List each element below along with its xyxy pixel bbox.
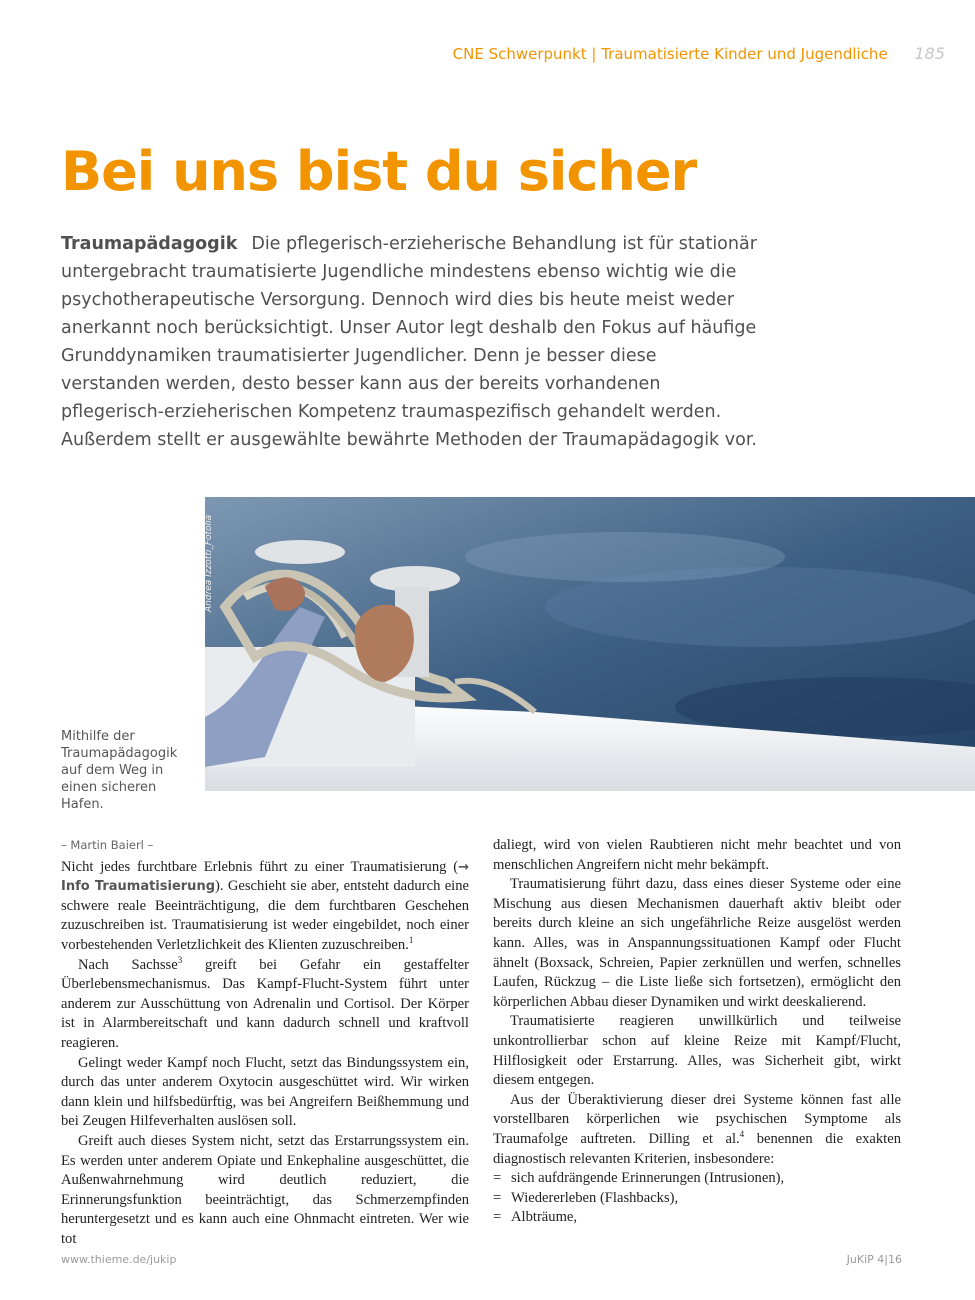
body-paragraph: Gelingt weder Kampf noch Flucht, setzt das Bindungssystem ein, durch das unter anderem Oxytocin ausgeschüttet wird. Wir wirken dann klein und hilfsbedürftig, was bei Angreifern Beißhemmung und bei Zeugen Hilfeverhalten auslösen soll. — [61, 1054, 469, 1130]
body-paragraph — [61, 956, 469, 1054]
body-text: greift bei Gefahr ein gestaffelter Überlebensmechanismus. Das Kampf-Flucht-System führt unter anderem zur Ausschüttung von Adrenalin und Cortisol. Der Körper ist in Alarmbereitschaft und kann dadurch schnell und kraftvoll reagieren. — [61, 956, 469, 1051]
footnote-marker: 3 — [177, 954, 183, 965]
body-column-right — [493, 836, 901, 1228]
list-item-text: sich aufdrängende Erinnerungen (Intrusionen), — [511, 1170, 785, 1187]
running-header — [400, 44, 945, 63]
body-text: Nach Sachsse — [78, 956, 178, 973]
body-paragraph: Greift auch dieses System nicht, setzt das Erstarrungssystem ein. Es werden unter anderem Opiate und Enkephaline ausgeschüttet, die Außenwahrnehmung wird deutlich reduziert, die Erinnerungsfunktion beeinträchtigt, das Schmerzempfinden heruntergesetzt und es kann auch eine Ohnmacht eintreten. Wer wie tot — [61, 1132, 469, 1247]
footer-url: www.thieme.de/jukip — [61, 1253, 177, 1266]
body-paragraph: daliegt, wird von vielen Raubtieren nicht mehr beachtet und von menschlichen Angreifern nicht mehr bekämpft. — [493, 837, 901, 873]
photo-credit: Andrea Izzotti_Fotolia — [204, 514, 214, 612]
list-item-text: Albträume, — [511, 1209, 578, 1226]
list-item — [493, 1169, 901, 1189]
body-paragraph — [493, 1091, 901, 1169]
photo-illustration — [205, 497, 975, 791]
body-paragraph — [61, 858, 469, 956]
footnote-marker: 4 — [739, 1129, 745, 1140]
body-column-left — [61, 836, 469, 1249]
body-text: Nicht jedes furchtbare Erlebnis führt zu einer Traumatisierung ( — [61, 858, 459, 875]
article-photo — [205, 497, 975, 791]
footnote-marker: 1 — [408, 935, 414, 946]
body-text: Aus der Überaktivierung dieser drei Systeme können fast alle vorstellbaren körperlichen wie psychischen Symptome als Traumafolge auftreten. Dilling et al. — [493, 1091, 901, 1147]
body-paragraph: Traumatisierung führt dazu, dass eines dieser Systeme oder eine Mischung aus diesen Mechanismen dauerhaft aktiv bleibt oder bereits durch kleine an sich ungefährliche Reize ausgelöst werden kann. Alles, was in Anspannungssituationen Kampf oder Flucht ähnelt (Boxsack, Schreien, Papier zerknüllen und werfen, schnelles Laufen, Rückzug – die Liste ließe sich fortsetzen), ermöglicht den körperlichen Abbau dieser Dynamiken und wirkt deeskalierend. — [493, 876, 901, 1010]
lead-paragraph — [61, 230, 761, 454]
body-text: benennen die exakten diagnostisch relevanten Kriterien, insbesondere: — [493, 1130, 901, 1167]
page-number: 185 — [914, 44, 945, 63]
list-item — [493, 1189, 901, 1209]
footer-issue: JuKiP 4|16 — [846, 1253, 902, 1266]
body-text: ). Geschieht sie aber, entsteht dadurch eine schwere reale Beeinträchtigung, die dem furchtbaren Geschehen zuzuschreiben ist. Traumatisierung ist weder eingebildet, noch einer vorbestehenden Verletzlichkeit des Klienten zuzuschreiben. — [61, 878, 470, 953]
header-section: CNE Schwerpunkt | Traumatisierte Kinder und Jugendliche — [452, 45, 888, 63]
bullet-icon: = — [493, 1209, 502, 1226]
author-line: – Martin Baierl – — [61, 838, 154, 852]
bullet-icon: = — [493, 1189, 502, 1206]
lead-text: Die pflegerisch-erzieherische Behandlung ist für stationär untergebracht traumatisierte Jugendliche mindestens ebenso wichtig wie die psychotherapeutische Versorgung. Dennoch wird dies bis heute meist weder anerkannt noch berücksichtigt. Unser Autor legt deshalb den Fokus auf häufige Grunddynamiken traumatisierter Jugendlicher. Denn je besser diese verstanden werden, desto besser kann aus der bereits vorhandenen pflegerisch-erzieherischen Kompetenz traumaspezifisch gehandelt werden. Außerdem stellt er ausgewählte bewährte Methoden der Traumapädagogik vor. — [61, 234, 757, 450]
symptom-list — [493, 1169, 901, 1228]
list-item-text: Wiedererleben (Flashbacks), — [511, 1189, 679, 1206]
photo-caption: Mithilfe der Traumapädagogik auf dem Weg in einen sicheren Hafen. — [61, 729, 178, 812]
body-paragraph: Traumatisierte reagieren unwillkürlich und teilweise unkontrollierbar schon auf kleine Reize mit Kampf/Flucht, Hilflosigkeit oder Erstarrung. Alles, was Sicherheit gibt, wirkt diesem entgegen. — [493, 1013, 901, 1089]
lead-keyword: Traumapädagogik — [61, 234, 238, 254]
info-box-reference: → Info Traumatisierung — [61, 859, 469, 895]
bullet-icon: = — [493, 1170, 502, 1187]
list-item — [493, 1208, 901, 1228]
article-title: Bei uns bist du sicher — [61, 140, 697, 203]
